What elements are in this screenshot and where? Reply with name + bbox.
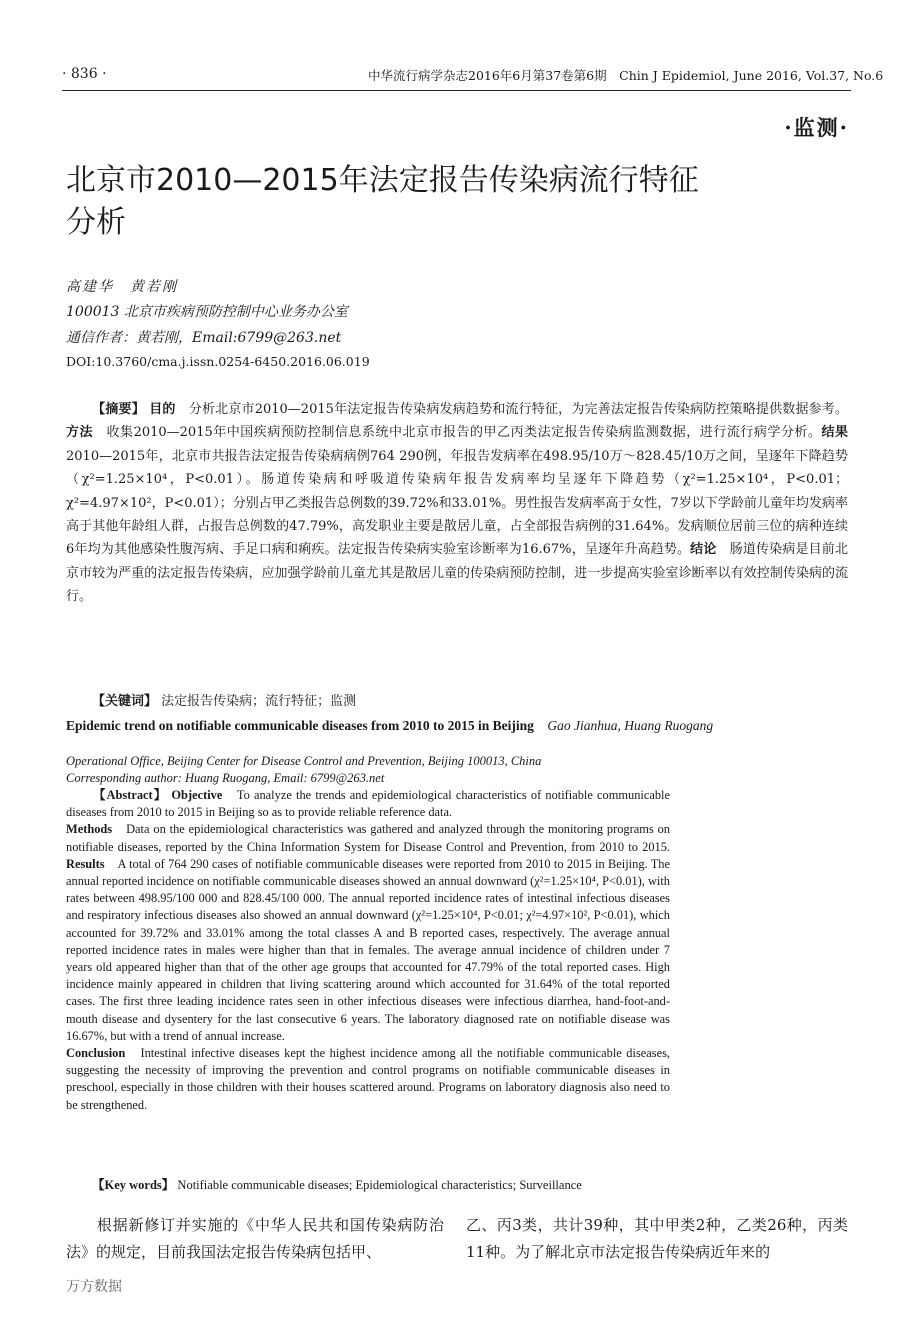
keywords-text: 法定报告传染病；流行特征；监测 bbox=[161, 694, 357, 709]
english-abstract bbox=[66, 787, 670, 1114]
conclusion-text: Intestinal infective diseases kept the highest incidence among all the notifiable communicable diseases, suggesting the necessity of improving the prevention and control programs on notifiable communicable diseases in preschool, especially in those children with their houses scattered around. Programs on laboratory diagnosis also need to be strengthened. bbox=[66, 1046, 671, 1112]
article-title: 北京市2010—2015年法定报告传染病流行特征分析 bbox=[66, 163, 699, 240]
methods-label: Methods bbox=[66, 822, 113, 837]
watermark: 万方数据 bbox=[66, 1279, 122, 1295]
keywords-label: 【Key words】 bbox=[92, 1178, 175, 1192]
abstract-label: 【摘要】 bbox=[92, 402, 145, 417]
objective-text: To analyze the trends and epidemiological characteristics of notifiable communicable diseases from 2010 to 2015 in Beijing so as to provide reliable reference data. bbox=[66, 788, 670, 820]
results-label: 结果 bbox=[821, 425, 848, 441]
doi: DOI:10.3760/cma.j.issn.0254-6450.2016.06.019 bbox=[66, 354, 370, 369]
methods-label: 方法 bbox=[66, 425, 94, 441]
keywords-text: Notifiable communicable diseases; Epidemiological characteristics; Surveillance bbox=[177, 1178, 582, 1192]
abstract-label: 【Abstract】 bbox=[92, 788, 168, 802]
body-text-left: 根据新修订并实施的《中华人民共和国传染病防治法》的规定，目前我国法定报告传染病包括甲、 bbox=[66, 1216, 444, 1261]
objective-text: 分析北京市2010—2015年法定报告传染病发病趋势和流行特征，为完善法定报告传染病防控策略提供数据参考。 bbox=[188, 402, 848, 417]
results-text: A total of 764 290 cases of notifiable communicable diseases were reported from 2010 to 2015 in Beijing. The annual reported incidence on notifiable communicable diseases showed an annual downward (χ²=1.25×10⁴, P<0.01), with rates between 498.95/100 000 and 828.45/100 000. The annual reported incidence rates of intestinal infectious diseases and respiratory infectious diseases also showed an annual downward (χ²=1.25×10⁴, P<0.01; χ²=4.97×10², P<0.01), which accounted for 39.72% and 33.01% among the total classes A and B reported cases, respectively. The average annual reported incidence rates in males were higher than that in females. The average annual incidence of children under 7 years old appeared higher than that of the other age groups that accounted for 47.79% of the total reported cases. High incidence mainly appeared in children that living scattering around which accounted for 31.64% of the total reported cases. The first three leading incidence rates seen in other infectious diseases were infectious diarrhea, hand-foot-and-mouth disease and dysentery for the last consecutive 6 years. The laboratory diagnosed rate on notifiable disease was 16.67%, but with a trend of annual increase. bbox=[66, 856, 671, 1043]
body-column-right bbox=[466, 1212, 848, 1266]
chinese-keywords bbox=[66, 690, 848, 709]
conclusion-label: Conclusion bbox=[66, 1046, 126, 1061]
objective-label: Objective bbox=[171, 788, 223, 802]
header-rule bbox=[62, 90, 851, 91]
english-title-block bbox=[66, 716, 848, 735]
chinese-abstract bbox=[66, 398, 848, 609]
authors: 高建华 黄若刚 bbox=[66, 279, 178, 295]
english-authors: Gao Jianhua, Huang Ruogang bbox=[547, 718, 714, 733]
english-keywords bbox=[66, 1175, 848, 1193]
methods-text: Data on the epidemiological characteristics was gathered and analyzed through the monitoring programs on notifiable diseases, reported by the China Information System for Disease Control and Prevention, from 2010 to 2015. bbox=[66, 822, 670, 854]
conclusion-label: 结论 bbox=[690, 542, 717, 558]
methods-text: 收集2010—2015年中国疾病预防控制信息系统中北京市报告的甲乙丙类法定报告传染病监测数据，进行流行病学分析。 bbox=[106, 425, 822, 441]
keywords-label: 【关键词】 bbox=[92, 694, 158, 709]
english-affiliation: Operational Office, Beijing Center for Disease Control and Prevention, Beijing 100013, China bbox=[66, 754, 542, 768]
section-tag: ·监测· bbox=[784, 115, 849, 140]
affiliation: 100013 北京市疾病预防控制中心业务办公室 bbox=[66, 304, 348, 320]
running-head: 中华流行病学杂志2016年6月第37卷第6期 Chin J Epidemiol, June 2016, Vol.37, No.6 bbox=[368, 68, 884, 83]
results-text: 2010—2015年，北京市共报告法定报告传染病病例764 290例，年报告发病率在498.95/10万～828.45/10万之间，呈逐年下降趋势（χ²=1.25×10⁴，P<0.01）。肠道传染病和呼吸道传染病年报告发病率均呈逐年下降趋势（χ²=1.25×10⁴，P<0.01；χ²=4.97×10²，P<0.01）；分别占甲乙类报告总例数的39.72%和33.01%。男性报告发病率高于女性，7岁以下学龄前儿童年均发病率高于其他年龄组人群，占报告总例数的47.79%，高发职业主要是散居儿童，占全部报告病例的31.64%。发病顺位居前三位的病种连续6年均为其他感染性腹泻病、手足口病和痢疾。法定报告传染病实验室诊断率为16.67%，呈逐年升高趋势。 bbox=[66, 448, 848, 558]
objective-label: 目的 bbox=[149, 402, 176, 417]
english-corresponding-author: Corresponding author: Huang Ruogang, Email: 6799@263.net bbox=[66, 771, 385, 785]
body-text-right: 乙、丙3类，共计39种，其中甲类2种，乙类26种，丙类11种。为了解北京市法定报告传染病近年来的 bbox=[466, 1216, 848, 1261]
conclusion-text: 肠道传染病是目前北京市较为严重的法定报告传染病，应加强学龄前儿童尤其是散居儿童的传染病预防控制，进一步提高实验室诊断率以有效控制传染病的流行。 bbox=[66, 542, 848, 605]
results-label: Results bbox=[66, 856, 105, 871]
body-column-left bbox=[66, 1212, 444, 1266]
corresponding-author: 通信作者：黄若刚，Email:6799@263.net bbox=[66, 330, 342, 346]
english-title: Epidemic trend on notifiable communicable diseases from 2010 to 2015 in Beijing bbox=[66, 718, 534, 733]
page-number: · 836 · bbox=[62, 66, 107, 82]
